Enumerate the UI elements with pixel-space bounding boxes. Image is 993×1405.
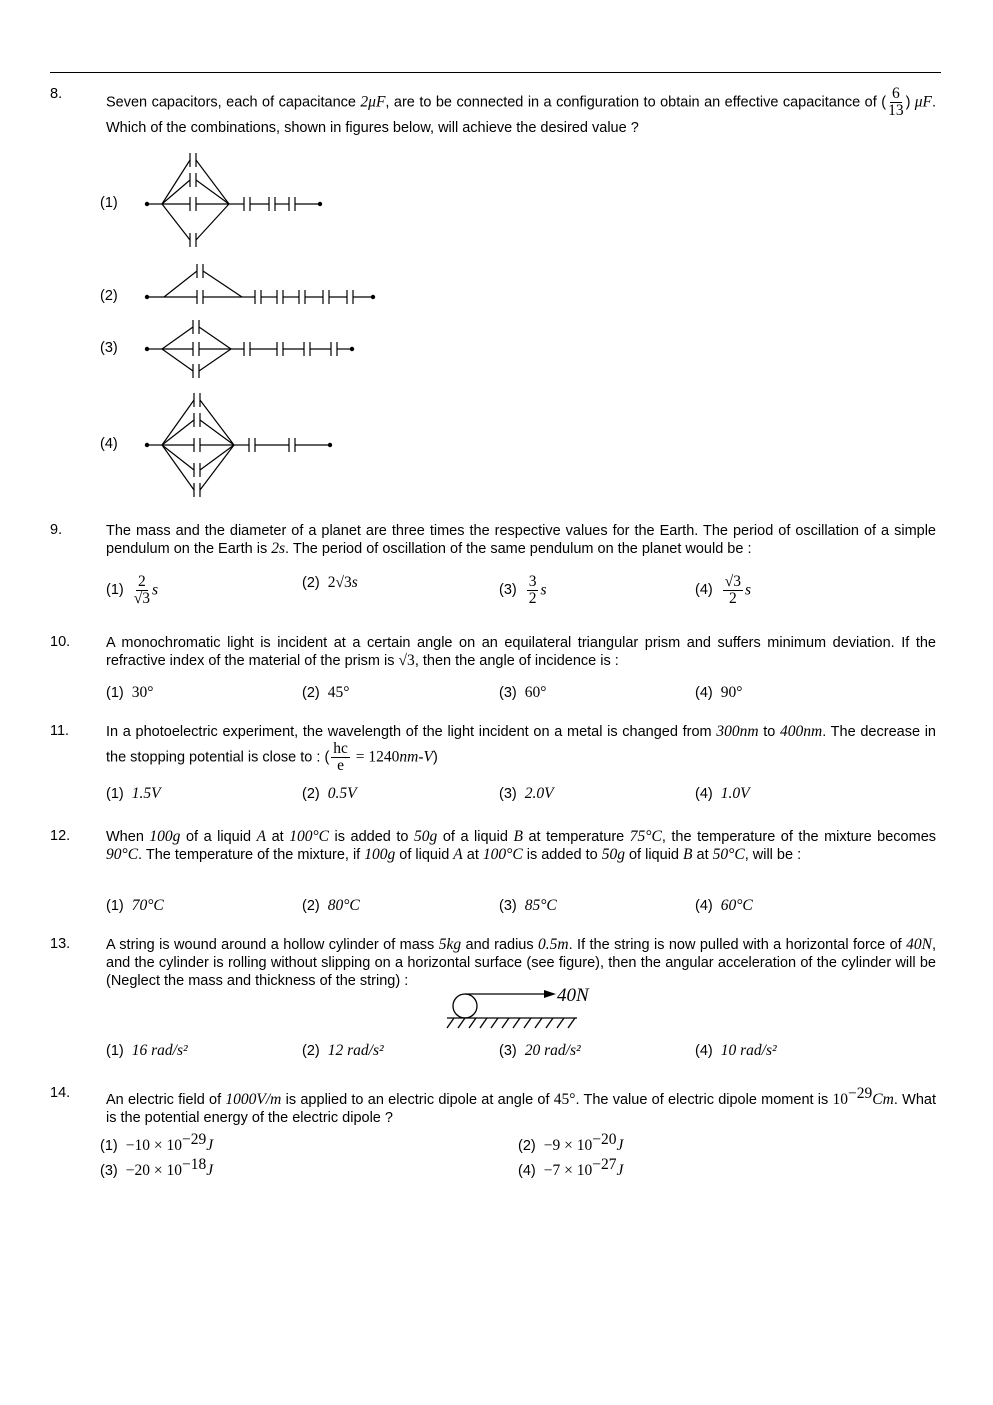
math-text: 2s: [271, 540, 286, 557]
math-text: 1.5V: [131, 785, 161, 802]
hatch-line: [458, 1018, 465, 1028]
math-text: B: [683, 846, 693, 863]
text: In a photoelectric experiment, the wavelength of the light incident on a metal is changed from: [106, 724, 717, 740]
math-text: 60°C: [720, 897, 753, 914]
question-number: 10.: [50, 634, 71, 650]
option-label: (1): [100, 1137, 118, 1154]
text: , the temperature of the mixture becomes: [661, 829, 937, 845]
text: is applied to an electric dipole at angle of: [281, 1091, 554, 1108]
option-4[interactable]: [518, 1156, 623, 1180]
text: is added to: [522, 847, 602, 863]
option-label: (3): [499, 685, 517, 701]
wire: [196, 180, 229, 204]
numerator: 2: [137, 573, 146, 590]
terminal-dot: [350, 347, 354, 351]
denominator: 2: [528, 590, 537, 607]
option-3[interactable]: [499, 574, 547, 607]
text: An electric field of: [106, 1091, 226, 1108]
math-text: 90°C: [106, 846, 139, 863]
math-text: 5kg: [438, 936, 462, 953]
option-label: (4): [695, 1043, 713, 1059]
text: (: [881, 94, 887, 111]
math-text: 60°: [524, 684, 547, 701]
question-number: 12.: [50, 828, 71, 844]
option-2[interactable]: [302, 897, 360, 915]
wire: [199, 349, 231, 371]
option-1[interactable]: [106, 785, 161, 803]
wire: [200, 400, 234, 445]
math-text: −29: [848, 1085, 873, 1102]
wire: [200, 445, 234, 470]
math-text: μF: [910, 93, 932, 111]
math-text: −18: [181, 1156, 207, 1173]
text: of a liquid: [180, 829, 257, 845]
hatch-line: [535, 1018, 542, 1028]
option-label: (2): [302, 575, 320, 591]
option-label: (2): [302, 786, 320, 802]
option-4[interactable]: [695, 684, 742, 702]
hatch-line: [513, 1018, 520, 1028]
question-text: [106, 634, 936, 670]
option-3[interactable]: [100, 1156, 213, 1180]
question-number: 8.: [50, 86, 63, 102]
math-text: 75°C: [629, 828, 662, 845]
numerator: hc: [333, 740, 348, 757]
math-text: 10 rad/s²: [720, 1042, 777, 1059]
math-text: 16 rad/s²: [131, 1042, 188, 1059]
math-text: 80°C: [327, 897, 360, 914]
hatch-line: [447, 1018, 454, 1028]
question-13: [50, 936, 936, 1059]
text: Seven capacitors, each of capacitance: [106, 94, 361, 111]
option-label: (3): [499, 1043, 517, 1059]
option-label: (3): [499, 898, 517, 914]
text: . If the string is now pulled with a horizontal force of: [568, 937, 907, 953]
wire: [200, 420, 234, 445]
question-text: [106, 828, 936, 864]
question-12: [50, 828, 937, 914]
hatch-line: [524, 1018, 531, 1028]
wire: [162, 327, 193, 349]
question-number: 9.: [50, 522, 63, 538]
wire: [162, 420, 194, 445]
math-text: √3: [398, 652, 415, 669]
wire: [162, 180, 190, 204]
text: The mass and the diameter of a planet are three times the respective values for the Earth. The period of oscillation of a simple pendulum on the Earth is: [106, 523, 936, 557]
math-text: 0.5m: [538, 936, 569, 953]
option-label: (2): [302, 898, 320, 914]
text: , will be :: [744, 847, 802, 863]
option-4[interactable]: [695, 574, 751, 607]
wire: [162, 204, 190, 240]
text: , then the angle of incidence is :: [414, 653, 619, 669]
option-label: (1): [106, 685, 124, 701]
question-9: [50, 522, 936, 607]
option-2[interactable]: [302, 785, 357, 803]
terminal-dot: [318, 202, 322, 206]
text: and radius: [461, 937, 539, 953]
math-text: s: [540, 581, 547, 599]
hatch-line: [480, 1018, 487, 1028]
terminal-dot: [371, 295, 375, 299]
text: at: [266, 829, 290, 845]
option-3[interactable]: [499, 1042, 581, 1060]
math-text: 50°C: [712, 846, 745, 863]
option-4[interactable]: [695, 785, 750, 803]
math-text: −7 × 10: [543, 1161, 593, 1179]
text: to: [758, 724, 781, 740]
option-label: (3): [499, 786, 517, 802]
wire: [199, 327, 231, 349]
text: . The decrease in the stopping potential is close to : (: [106, 724, 936, 766]
math-text: −10 × 10: [125, 1136, 182, 1154]
text: , are to be connected in a configuration to obtain an effective capacitance of: [385, 94, 882, 111]
math-text: B: [513, 828, 523, 845]
math-text: J: [616, 1161, 624, 1179]
option-label: (1): [106, 786, 124, 802]
math-text: J: [206, 1136, 214, 1154]
option-label: (4): [695, 898, 713, 914]
cylinder-icon: [453, 994, 477, 1018]
text: . What is the potential energy of the electric dipole ?: [106, 1091, 936, 1126]
math-text: 30°: [131, 684, 154, 701]
arrow-head-icon: [544, 990, 556, 998]
capacitor-combinations-figure: [0, 0, 993, 520]
math-text: s: [745, 581, 752, 599]
text: . The temperature of the mixture, if: [138, 847, 365, 863]
math-text: 45°: [327, 684, 350, 701]
terminal-dot: [328, 443, 332, 447]
math-text: 20 rad/s²: [524, 1042, 581, 1059]
text: . Which of the combinations, shown in figures below, will achieve the desired value ?: [106, 94, 937, 136]
question-number: 14.: [50, 1085, 71, 1101]
option-2[interactable]: [518, 1131, 623, 1155]
option-1[interactable]: [106, 1042, 188, 1060]
option-2[interactable]: [302, 1042, 384, 1060]
text: ): [433, 749, 438, 766]
option-label: (3): [499, 582, 517, 599]
fraction: [331, 741, 350, 774]
question-number: 11.: [50, 723, 70, 739]
option-4[interactable]: [695, 897, 753, 915]
math-text: 45°: [553, 1090, 576, 1108]
math-text: 100g: [364, 846, 396, 863]
figure-label-2: (2): [100, 288, 118, 304]
option-label: (1): [106, 1043, 124, 1059]
figure-label-1: (1): [100, 195, 118, 211]
text: , and the cylinder is rolling without slipping on a horizontal surface (see figure), then the angular acceleration of the cylinder will be (Neglect the mass and thickness of the string) :: [106, 937, 936, 989]
math-text: −9 × 10: [543, 1136, 593, 1154]
option-3[interactable]: [499, 785, 554, 803]
text: . The period of oscillation of the same pendulum on the planet would be :: [285, 541, 752, 557]
ground-hatching: [447, 1018, 575, 1028]
denominator: 2: [728, 590, 737, 607]
math-text: J: [206, 1161, 214, 1179]
math-text: 2.0V: [524, 785, 554, 802]
option-label: (2): [302, 1043, 320, 1059]
math-text: −29: [181, 1131, 207, 1148]
option-4[interactable]: [695, 1042, 777, 1060]
math-text: 2√3: [327, 574, 352, 591]
math-text: 12 rad/s²: [327, 1042, 384, 1059]
text: When: [106, 829, 150, 845]
wire: [196, 160, 229, 204]
question-text: [106, 723, 936, 774]
wire: [162, 160, 190, 204]
option-label: (4): [695, 786, 713, 802]
math-text: = 1240: [351, 748, 400, 766]
option-label: (2): [302, 685, 320, 701]
fraction: [723, 574, 743, 607]
wire: [162, 349, 193, 371]
force-label: 40N: [557, 985, 589, 1006]
hatch-line: [546, 1018, 553, 1028]
math-text: 300nm: [716, 723, 759, 740]
hatch-line: [557, 1018, 564, 1028]
question-11: [50, 723, 936, 802]
text: A string is wound around a hollow cylinder of mass: [106, 937, 439, 953]
fraction: [527, 574, 539, 607]
option-1[interactable]: [100, 1131, 213, 1155]
math-text: 85°C: [524, 897, 557, 914]
option-3[interactable]: [499, 684, 546, 702]
option-3[interactable]: [499, 897, 557, 915]
math-text: −27: [592, 1156, 617, 1173]
math-text: nm-V: [399, 748, 433, 766]
fraction: [134, 574, 150, 607]
question-number: 13.: [50, 936, 71, 952]
option-label: (4): [695, 582, 713, 599]
numerator: 3: [528, 573, 537, 590]
option-1[interactable]: [106, 574, 158, 607]
numerator: √3: [724, 573, 741, 590]
text: at temperature: [522, 829, 630, 845]
wire: [162, 445, 194, 470]
option-label: (2): [518, 1137, 536, 1154]
math-text: s: [152, 581, 159, 599]
text: of liquid: [395, 847, 454, 863]
hatch-line: [491, 1018, 498, 1028]
math-text: 10: [832, 1090, 849, 1108]
hatch-line: [502, 1018, 509, 1028]
math-text: Cm: [872, 1090, 894, 1108]
text: is added to: [329, 829, 415, 845]
math-text: 100°C: [482, 846, 523, 863]
option-label: (4): [695, 685, 713, 701]
wire: [162, 400, 194, 445]
option-label: (1): [106, 898, 124, 914]
option-1[interactable]: [106, 684, 153, 702]
math-text: 50g: [414, 828, 438, 845]
text: at: [462, 847, 483, 863]
math-text: A: [453, 846, 463, 863]
numerator: 6: [891, 85, 900, 102]
option-label: (1): [106, 582, 124, 599]
question-text: [106, 522, 936, 558]
wire: [164, 271, 197, 297]
denominator: e: [337, 757, 345, 774]
math-text: 1000V/m: [225, 1090, 282, 1108]
option-2[interactable]: [302, 684, 349, 702]
text: ): [905, 94, 911, 111]
option-2[interactable]: [302, 574, 358, 592]
math-text: J: [616, 1136, 624, 1154]
math-text: 40N: [906, 936, 932, 953]
math-text: 50g: [601, 846, 625, 863]
math-text: −20 × 10: [125, 1161, 182, 1179]
wire: [203, 271, 242, 297]
option-label: (3): [100, 1162, 118, 1179]
figure-label-3: (3): [100, 340, 118, 356]
question-10: [50, 634, 936, 701]
question-text: [106, 1085, 936, 1127]
option-1[interactable]: [106, 897, 164, 915]
math-text: A: [256, 828, 267, 845]
math-text: s: [351, 574, 358, 591]
math-text: −20: [592, 1131, 617, 1148]
math-text: 70°C: [131, 897, 164, 914]
math-text: 0.5V: [327, 785, 357, 802]
text: of liquid: [624, 847, 684, 863]
math-text: 400nm: [780, 723, 823, 740]
wire: [200, 445, 234, 490]
wire: [196, 204, 229, 240]
question-text: [106, 936, 936, 990]
text: . The value of electric dipole moment is: [575, 1091, 833, 1108]
text: at: [692, 847, 713, 863]
text: of a liquid: [437, 829, 514, 845]
figure-label-4: (4): [100, 436, 118, 452]
denominator: 13: [888, 102, 904, 119]
math-text: 1.0V: [720, 785, 750, 802]
math-text: 2μF: [360, 93, 386, 111]
math-text: 100°C: [289, 828, 330, 845]
math-text: 90°: [720, 684, 743, 701]
text: A monochromatic light is incident at a certain angle on an equilateral triangular prism and suffers minimum deviation. If the refractive index of the material of the prism is: [106, 635, 936, 669]
hatch-line: [469, 1018, 476, 1028]
denominator: √3: [133, 590, 150, 607]
wire: [162, 445, 194, 490]
hatch-line: [568, 1018, 575, 1028]
option-label: (4): [518, 1162, 536, 1179]
math-text: 100g: [149, 828, 181, 845]
